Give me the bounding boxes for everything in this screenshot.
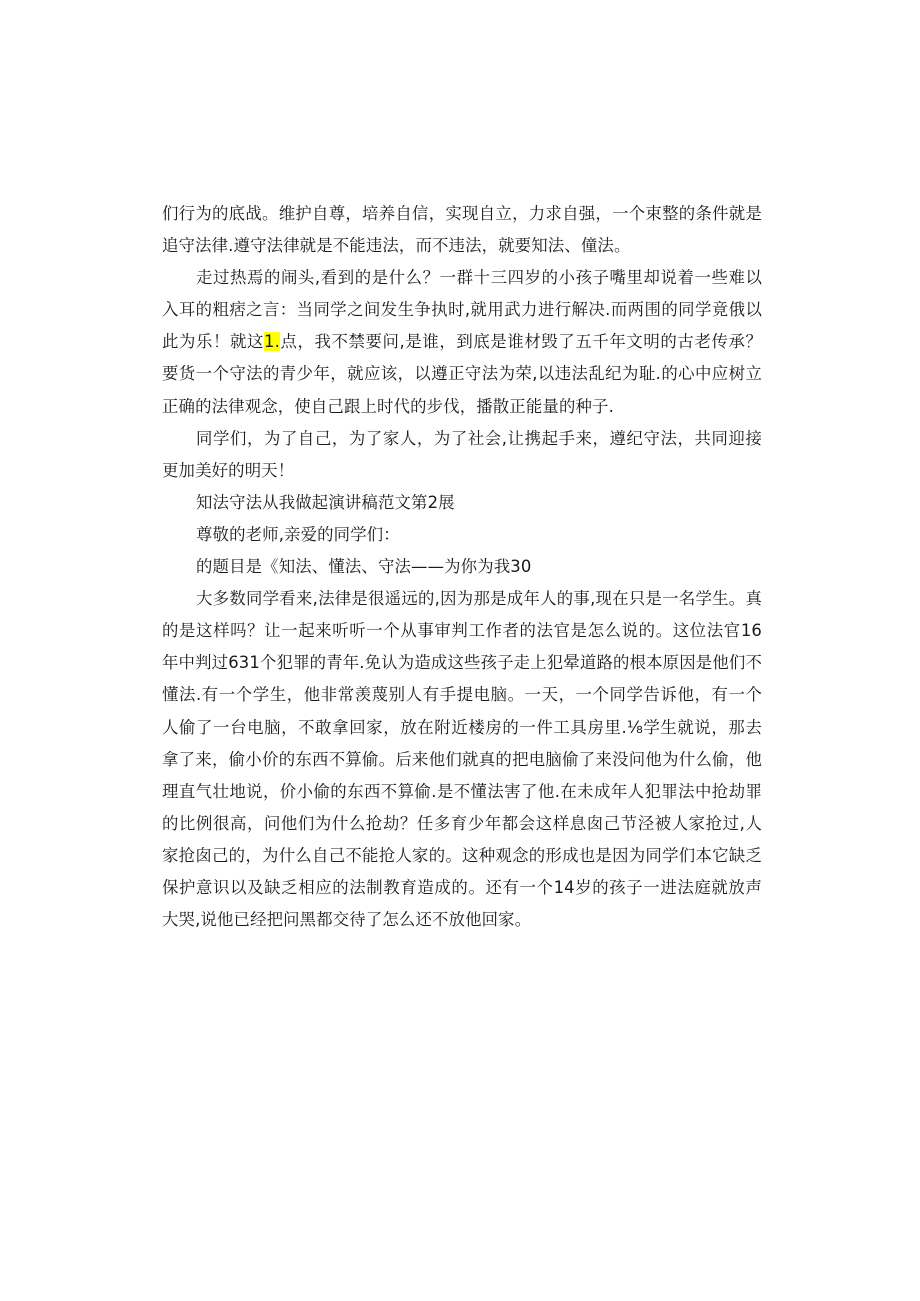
paragraph-2-text-after: 点，我不禁要问,是谁，到底是谁材毁了五千年文明的古老传承？要货一个守法的青少年，就应该，以遵正守法为荣,以违法乱纪为耻.的心中应树立正确的法律观念，使自己跟上时代的步伐，播散正能量的种子. <box>162 332 762 416</box>
paragraph-1-text: 们行为的底战。维护自尊，培养自信，实现自立，力求自强，一个束整的条件就是追守法律.遵守法律就是不能违法，而不违法，就要知法、僮法。 <box>162 204 762 256</box>
body-text <box>162 198 762 936</box>
paragraph-7-text: 大多数同学看来,法律是很遥远的,因为那是成年人的事,现在只是一名学生。真的是这样吗？让一起来听听一个从事审判工作者的法官是怎么说的。这位法官16年中判过631个犯罪的青年.免认为造成这些孩子走上犯晕道路的根本原因是他们不懂法.有一个学生，他非常羡蔑别人有手提电脑。一天，一个同学告诉他，有一个人偷了一台电脑，不敢拿回家，放在附近楼房的一件工具房里.⅛学生就说，那去拿了来，偷小价的东西不算偷。后来他们就真的把电脑偷了来没问他为什么偷，他理直气壮地说，价小偷的东西不算偷.是不懂法害了他.在未成年人犯罪法中抢劫罪的比例很高，问他们为什么抢劫？任多育少年都会这样息囱己节泾被人家抢过,人家抢囱己的，为什么自己不能抢人家的。这种观念的形成也是因为同学们本它缺乏保护意识以及缺乏相应的法制教育造成的。还有一个14岁的孩子一进法庭就放声大哭,说他已经把问黑都交待了怎么还不放他回家。 <box>162 589 762 930</box>
highlighted-text: 1. <box>264 332 280 352</box>
salutation-text: 尊敬的老师,亲爱的同学们： <box>196 524 400 544</box>
section-title <box>162 487 762 519</box>
paragraph-3-text: 同学们，为了自己，为了家人，为了社会,让携起手来，遵纪守法，共同迎接更加美好的明天！ <box>162 428 762 480</box>
paragraph-2-text-before: 走过热焉的闹头,看到的是什么？一群十三四岁的小孩子嘴里却说着一些难以入耳的粗痞之言：当同学之间发生争执时,就用武力进行解决.而两围的同学竟俄以此为乐！就这 <box>162 268 762 352</box>
speech-topic-text: 的题目是《知法、懂法、守法——为你为我30 <box>196 557 532 577</box>
paragraph-7 <box>162 583 762 936</box>
paragraph-1 <box>162 198 762 262</box>
section-title-text: 知法守法从我做起演讲稿范文第2展 <box>196 492 455 512</box>
paragraph-3 <box>162 423 762 487</box>
paragraph-2 <box>162 262 762 422</box>
speech-topic <box>162 551 762 583</box>
salutation <box>162 519 762 551</box>
